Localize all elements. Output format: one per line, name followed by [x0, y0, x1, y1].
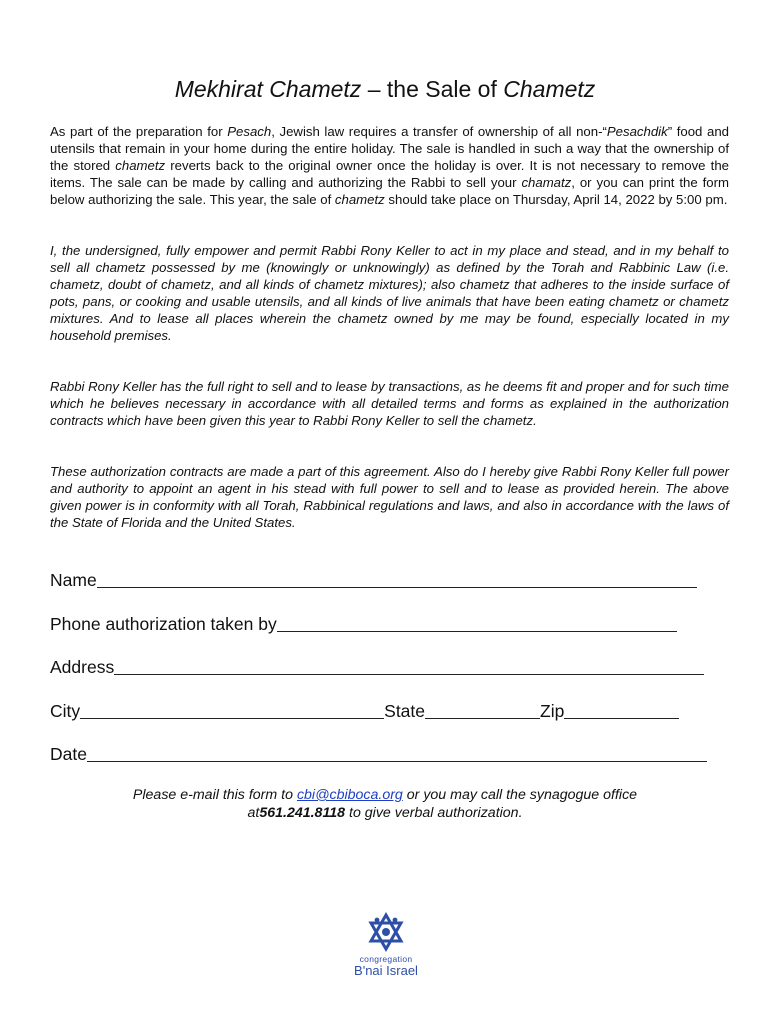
intro-text-4: reverts back to the original owner once the holiday is over. It is not necessary to remove the items. The sale can be made by calling and authorizing the Rabbi to sell your: [50, 158, 729, 190]
name-input-line[interactable]: [97, 573, 697, 588]
city-state-zip-row: [50, 701, 679, 722]
star-of-david-figures-icon: [366, 912, 406, 952]
date-label: Date: [50, 744, 87, 764]
intro-em-4: chamatz: [521, 175, 572, 190]
page-title: [0, 76, 770, 103]
footer-line-2: [0, 804, 770, 822]
footer-line-1: [0, 786, 770, 804]
footer-text-1: Please e-mail this form to: [132, 787, 297, 803]
intro-em-3: chametz: [115, 158, 166, 173]
footer-text-2: or you may call the synagogue office: [402, 787, 638, 803]
intro-text-6: should take place on Thursday, April 14, 2022 by 5:00 pm.: [384, 192, 728, 207]
congregation-logo: [350, 912, 422, 984]
logo-name: B'nai Israel: [354, 963, 418, 978]
city-input-line[interactable]: [80, 704, 384, 719]
authorization-paragraph-1: I, the undersigned, fully empower and permit Rabbi Rony Keller to act in my place and stead, and in my behalf to sell all chametz possessed by me (knowingly or unknowingly) as defined by the Torah and Rabbinic Law (i.e. chametz, doubt of chametz, and all kinds of chametz mixtures); also chametz that adheres to the inside surface of pots, pans, or cooking and usable utensils, and all kinds of live animals that have been eating chametz or chametz mixtures. And to lease all places wherein the chametz owned by me may be found, especially located in my household premises.: [50, 243, 729, 343]
phone-authorization-field[interactable]: [50, 614, 677, 635]
state-label: State: [384, 701, 426, 721]
zip-label: Zip: [540, 701, 565, 721]
footer-text-4: to give verbal authorization.: [345, 805, 523, 821]
title-part-1: Mekhirat Chametz: [174, 76, 362, 102]
logo-subtitle: congregation: [359, 954, 413, 964]
phone-authorization-label: Phone authorization taken by: [50, 614, 277, 634]
intro-text-2: , Jewish law requires a transfer of ownership of all non-“: [271, 124, 607, 139]
date-input-line[interactable]: [87, 747, 707, 762]
name-label: Name: [50, 570, 97, 590]
intro-em-5: chametz: [334, 192, 385, 207]
phone-authorization-input-line[interactable]: [277, 617, 677, 632]
date-field[interactable]: [50, 744, 707, 765]
zip-input-line[interactable]: [564, 704, 679, 719]
phone-number: 561.241.8118: [259, 805, 346, 821]
title-part-3: Chametz: [503, 76, 596, 102]
email-link[interactable]: cbi@cbiboca.org: [296, 787, 403, 803]
intro-paragraph: [50, 123, 729, 208]
title-part-2: – the Sale of: [361, 76, 504, 102]
intro-em-1: Pesach: [227, 124, 272, 139]
state-input-line[interactable]: [425, 704, 540, 719]
intro-text-3: ” food and utensils that remain in your home during the entire holiday. The sale is handled in such a way that the ownership of the stored: [50, 124, 730, 173]
intro-text-5: , or you can print the form below authorizing the sale. This year, the sale of: [50, 175, 729, 207]
authorization-paragraph-2: Rabbi Rony Keller has the full right to sell and to lease by transactions, as he deems fit and proper and for such time which he believes necessary in accordance with all detailed terms and forms as explained in the authorization contracts which have been given this year to Rabbi Rony Keller to sell the chametz.: [50, 379, 729, 428]
name-field[interactable]: [50, 570, 697, 591]
city-label: City: [50, 701, 81, 721]
address-input-line[interactable]: [114, 660, 704, 675]
intro-em-2: Pesachdik: [606, 124, 668, 139]
footer-text-3: at: [247, 805, 260, 821]
authorization-paragraph-3: These authorization contracts are made a part of this agreement. Also do I hereby give Rabbi Rony Keller full power and authority to appoint an agent in his stead with full power to sell and to lease as provided herein. The above given power is in conformity with all Torah, Rabbinical regulations and laws, and also in accordance with the laws of the State of Florida and the United States.: [50, 464, 729, 530]
address-label: Address: [50, 657, 115, 677]
address-field[interactable]: [50, 657, 704, 678]
intro-text-1: As part of the preparation for: [50, 124, 228, 139]
